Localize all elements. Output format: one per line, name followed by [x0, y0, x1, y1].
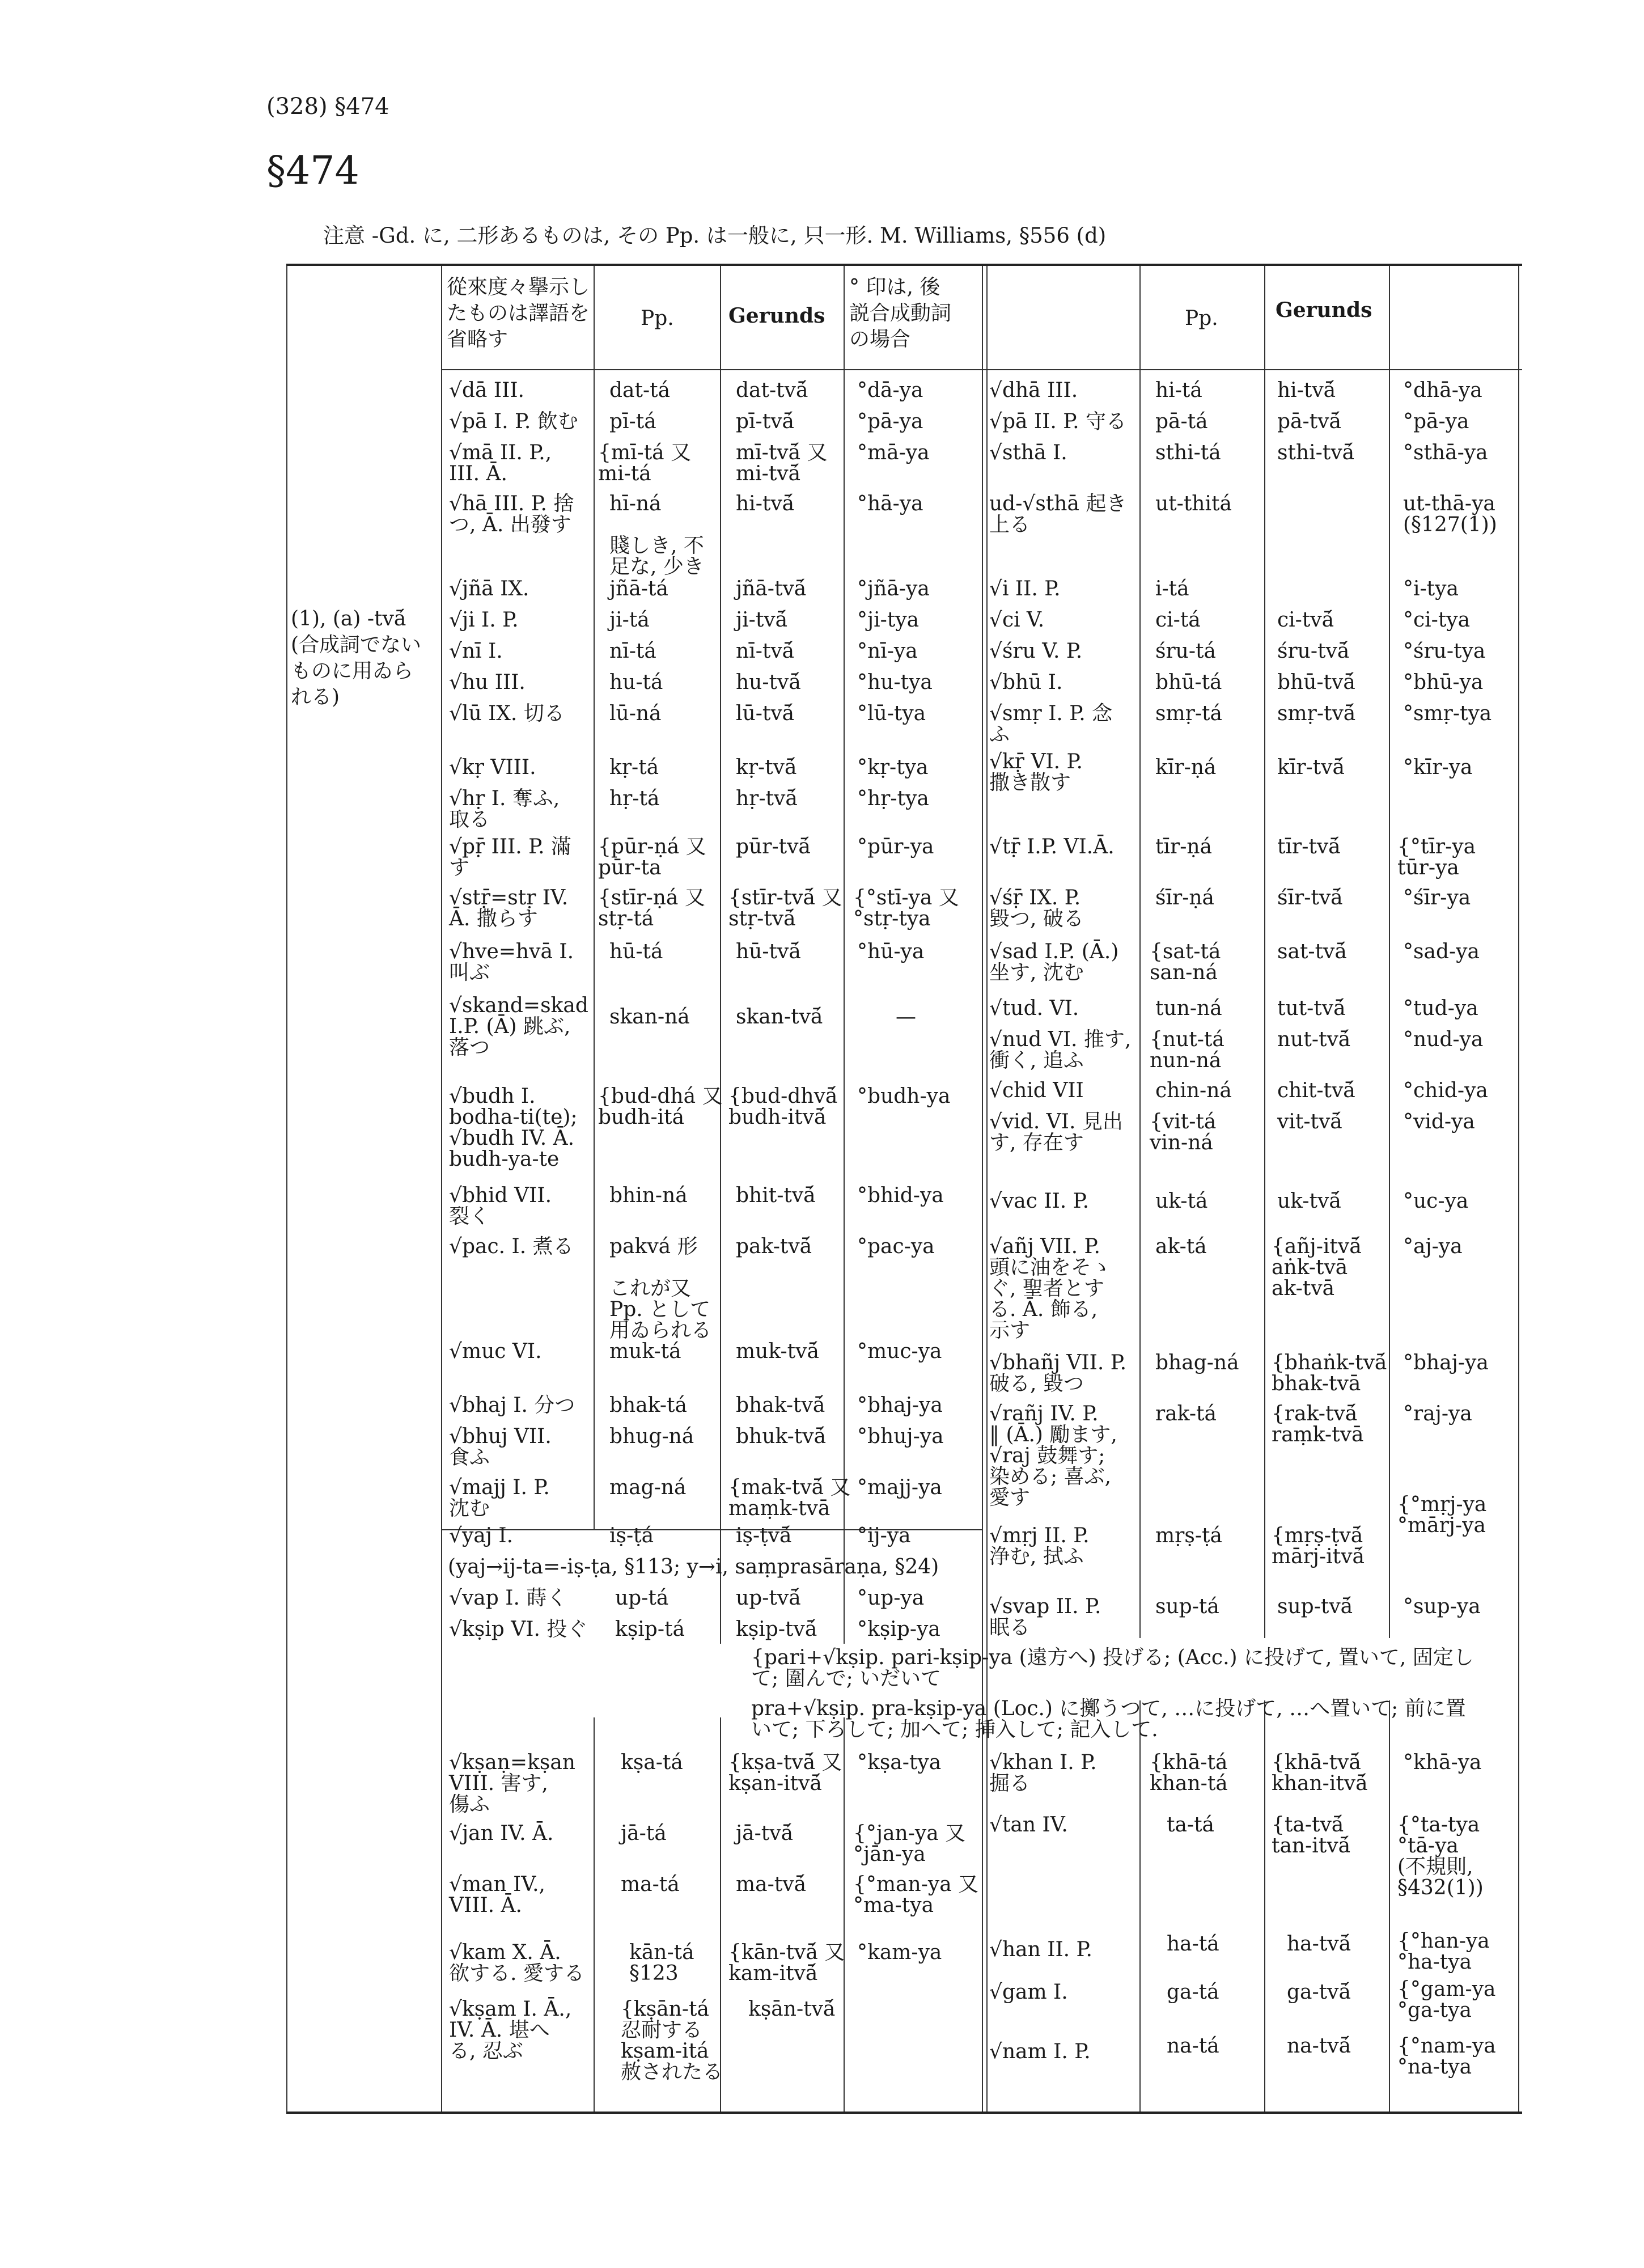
table-cell: dat-tvā́: [736, 379, 808, 402]
table-cell: {ta-tvā́ tan-itvā́: [1272, 1813, 1351, 1857]
table-cell: up-tá: [615, 1586, 669, 1610]
table-cell: √kṝ VI. P. 撒き散す: [989, 750, 1083, 794]
table-cell: °kam-ya: [857, 1941, 942, 1964]
table-cell: {°stī-ya 又 °stṛ-tya: [853, 886, 959, 930]
table-cell: na-tvā́: [1287, 2034, 1351, 2058]
table-cell: up-tvā́: [736, 1586, 801, 1610]
table-cell: °bhaj-ya: [857, 1394, 943, 1417]
table-cell: hi-tvā́: [1277, 379, 1336, 402]
table-cell: °sad-ya: [1403, 940, 1480, 963]
table-cell: sup-tá: [1155, 1595, 1219, 1618]
table-cell: °aj-ya: [1403, 1235, 1463, 1258]
table-cell: √dā III.: [449, 379, 524, 402]
table-cell: {kṣān-tá 忍耐する kṣam-itá 赦されたる: [621, 1998, 723, 2084]
table-cell: √vac II. P.: [989, 1190, 1090, 1213]
table-cell: √lū IX. 切る: [449, 702, 565, 725]
table-cell: chin-ná: [1155, 1079, 1232, 1102]
table-cell: sthi-tvā́: [1277, 441, 1355, 464]
table-cell: pūr-tvā́: [736, 835, 811, 858]
table-cell: √śru V. P.: [989, 640, 1083, 663]
table-cell: pī-tvā́: [736, 410, 794, 433]
table-cell: ji-tvā́: [736, 608, 788, 632]
table-cell: rak-tá: [1155, 1402, 1217, 1425]
table-cell: √pā I. P. 飲む: [449, 410, 578, 433]
table-cell: jñā-tá: [609, 577, 668, 600]
col-divider-right-compound: [1389, 266, 1390, 1638]
table-cell: °dā-ya: [857, 379, 923, 402]
table-cell: √bhid VII. 裂く: [449, 1184, 552, 1228]
table-cell: bhak-tvā́: [736, 1394, 825, 1417]
table-border-right: [1518, 266, 1519, 2112]
header-compound-note: ° 印は, 後 説合成動詞 の場合: [849, 276, 952, 351]
table-cell: {°jan-ya 又 °jān-ya: [853, 1822, 966, 1866]
table-cell: √pṝ III. P. 滿 す: [449, 835, 572, 879]
table-cell: pakvá 形 これが又 Pp. として 用ゐられる: [609, 1235, 712, 1342]
table-cell: √smṛ I. P. 念 ふ: [989, 702, 1113, 746]
table-cell: hū-tá: [609, 940, 663, 963]
table-cell: hṛ-tvā́: [736, 787, 798, 810]
table-cell: hī-ná 賤しき, 不 足な, 少き: [609, 492, 704, 578]
table-cell: nī-tá: [609, 640, 656, 663]
table-cell: hu-tvā́: [736, 671, 801, 694]
table-cell: °vid-ya: [1403, 1110, 1475, 1133]
table-cell: bhū-tvā́: [1277, 671, 1355, 694]
table-cell: √man IV., VIII. Ā.: [449, 1873, 545, 1917]
col-divider-right-pp-lower: [1139, 1700, 1141, 2112]
table-cell: √ci V.: [989, 608, 1045, 632]
table-cell: pā-tá: [1155, 410, 1208, 433]
table-cell: √i II. P.: [989, 577, 1061, 600]
table-cell: √kṣip VI. 投ぐ: [449, 1618, 588, 1641]
table-cell: {bud-dhvā́ budh-itvā́: [728, 1085, 838, 1129]
table-cell: °lū-tya: [857, 702, 926, 725]
table-cell: °kṣip-ya: [857, 1618, 940, 1641]
table-cell: °smṛ-tya: [1403, 702, 1492, 725]
table-cell: √añj VII. P. 頭に油をそゝ ぐ, 聖者とす る. Ā. 飾る, 示す: [989, 1235, 1112, 1342]
table-cell: ud-√sthā 起き 上る: [989, 492, 1127, 536]
table-cell: {°man-ya 又 °ma-tya: [853, 1873, 979, 1917]
table-cell: pra+√kṣip. pra-kṣip-ya (Loc.) に擲うつて, …に投げて, …へ置いて; 前に置 いて; 下ろして; 加へて; 挿入して; 記入して.: [751, 1697, 1466, 1741]
table-cell: iṣ-ṭvā́: [736, 1524, 792, 1547]
table-cell: ma-tvā́: [736, 1873, 807, 1896]
table-cell: ha-tvā́: [1287, 1932, 1351, 1956]
table-cell: jñā-tvā́: [736, 577, 807, 600]
table-cell: °pā-ya: [857, 410, 923, 433]
table-cell: ma-tá: [621, 1873, 680, 1896]
table-cell: iṣ-ṭá: [609, 1524, 654, 1547]
table-cell: √han II. P.: [989, 1938, 1092, 1961]
table-cell: ci-tvā́: [1277, 608, 1334, 632]
table-cell: {mak-tvā́ 又 maṃk-tvā: [728, 1476, 851, 1520]
table-cell: √majj I. P. 沈む: [449, 1476, 550, 1520]
table-cell: √chid VII: [989, 1079, 1084, 1102]
table-cell: °pūr-ya: [857, 835, 934, 858]
table-cell: °up-ya: [857, 1586, 925, 1610]
table-cell: °śīr-ya: [1403, 886, 1471, 909]
table-cell: tīr-tvā́: [1277, 835, 1341, 858]
table-cell: √hu III.: [449, 671, 526, 694]
col-divider-gerunds: [720, 266, 721, 1644]
table-cell: nut-tvā́: [1277, 1028, 1351, 1051]
table-cell: √śṝ IX. P. 毀つ, 破る: [989, 886, 1084, 930]
table-cell: √kṣam I. Ā., IV. Ā. 堪へ る, 忍ぶ: [449, 1998, 572, 2063]
table-cell: °hṛ-tya: [857, 787, 929, 810]
table-cell: {mṛṣ-ṭvā́ mārj-itvā́: [1272, 1524, 1365, 1568]
table-cell: tīr-ṇá: [1155, 835, 1213, 858]
table-cell: sat-tvā́: [1277, 940, 1347, 963]
col-divider-right-pp: [1139, 266, 1141, 1638]
table-cell: °bhū-ya: [1403, 671, 1484, 694]
table-cell: vit-tvā́: [1277, 1110, 1342, 1133]
table-cell: °ci-tya: [1403, 608, 1471, 632]
table-cell: √budh I. bodha-ti(te); √budh IV. Ā. budh-ya-te: [449, 1085, 578, 1171]
table-cell: °raj-ya: [1403, 1402, 1472, 1425]
table-cell: √khan I. P. 掘る: [989, 1751, 1097, 1795]
table-cell: chit-tvā́: [1277, 1079, 1355, 1102]
table-cell: bhak-tá: [609, 1394, 687, 1417]
table-cell: °hā-ya: [857, 492, 923, 515]
header-right-pp: Pp.: [1185, 307, 1218, 330]
table-cell: °khā-ya: [1403, 1751, 1482, 1774]
table-cell: —: [896, 1005, 916, 1029]
table-cell: bhug-ná: [609, 1425, 694, 1448]
col-divider-pp: [594, 266, 595, 1529]
table-cell: √jñā IX.: [449, 577, 529, 600]
table-cell: √dhā III.: [989, 379, 1078, 402]
table-cell: °kṣa-tya: [857, 1751, 942, 1774]
table-cell: hi-tvā́: [736, 492, 795, 515]
table-cell: °śru-tya: [1403, 640, 1486, 663]
col-divider-right-gerunds: [1264, 266, 1265, 1638]
table-cell: {khā-tá khan-tá: [1150, 1751, 1228, 1795]
table-cell: √bhaj I. 分つ: [449, 1394, 575, 1417]
table-cell: ak-tá: [1155, 1235, 1207, 1258]
table-cell: na-tá: [1167, 2034, 1219, 2058]
table-cell: kṣa-tá: [621, 1751, 683, 1774]
table-cell: tut-tvā́: [1277, 997, 1346, 1020]
table-cell: √mṛj II. P. 浄む, 拭ふ: [989, 1524, 1090, 1568]
table-cell: jā-tá: [621, 1822, 667, 1845]
table-cell: kṣip-tvā́: [736, 1618, 817, 1641]
table-cell: mī-tvā́ 又 mi-tvā́: [736, 441, 828, 485]
table-cell: {khā-tvā́ khan-itvā́: [1272, 1751, 1368, 1795]
col-divider-right-compound-lower: [1389, 1700, 1390, 2112]
header-rule: [441, 369, 1522, 370]
table-cell: sup-tvā́: [1277, 1595, 1353, 1618]
table-cell: √bhū I.: [989, 671, 1063, 694]
table-cell: °nī-ya: [857, 640, 918, 663]
table-cell: lū-ná: [609, 702, 662, 725]
table-cell: √vid. VI. 見出 す, 存在す: [989, 1110, 1123, 1154]
table-cell: √gam I.: [989, 1981, 1068, 2004]
table-cell: {sat-tá san-ná: [1150, 940, 1221, 984]
table-cell: √bhañj VII. P. 破る, 毀つ: [989, 1351, 1127, 1395]
table-cell: °tud-ya: [1403, 997, 1478, 1020]
table-cell: √nud VI. 推す, 衝く, 追ふ: [989, 1028, 1132, 1072]
col-divider-pp-lower: [594, 1717, 595, 2112]
page-header: (328) §474: [266, 94, 389, 120]
table-cell: °pac-ya: [857, 1235, 935, 1258]
col-divider-double-a: [982, 266, 983, 2112]
table-cell: °nud-ya: [1403, 1028, 1484, 1051]
table-cell: {vit-tá vin-ná: [1150, 1110, 1217, 1154]
table-cell: dat-tá: [609, 379, 671, 402]
table-cell: √yaj I.: [449, 1524, 514, 1547]
table-cell: {nut-tá nun-ná: [1150, 1028, 1224, 1072]
table-cell: √kam X. Ā. 欲する. 愛する: [449, 1941, 584, 1985]
table-cell: {stīr-tvā́ 又 stṛ-tvā́: [728, 886, 842, 930]
table-cell: {°han-ya °ha-tya: [1397, 1930, 1490, 1974]
table-cell: kṛ-tvā́: [736, 756, 797, 779]
table-cell: °bhid-ya: [857, 1184, 944, 1207]
table-cell: √bhuj VII. 食ふ: [449, 1425, 552, 1469]
table-cell: muk-tá: [609, 1340, 681, 1363]
table-cell: {°nam-ya °na-tya: [1397, 2034, 1496, 2079]
table-cell: √tṝ I.P. VI.Ā.: [989, 835, 1115, 858]
table-cell: {añj-itvā́ aṅk-tvā ak-tvā: [1272, 1235, 1362, 1300]
table-border-left: [286, 266, 287, 2112]
table-cell: śru-tvā́: [1277, 640, 1350, 663]
table-cell: śīr-tvā́: [1277, 886, 1343, 909]
table-cell: °mā-ya: [857, 441, 930, 464]
table-cell: √sad I.P. (Ā.) 坐す, 沈む: [989, 940, 1119, 984]
table-cell: ji-tá: [609, 608, 650, 632]
table-cell: °bhuj-ya: [857, 1425, 944, 1448]
header-pp: Pp.: [641, 307, 674, 330]
col-divider-compound-lower: [844, 1717, 845, 2112]
col-divider-right-gerunds-lower: [1264, 1700, 1265, 2112]
table-cell: (yaj→ij-ta=-iṣ-ṭa, §113; y→i, saṃprasāraṇa, §24): [448, 1555, 939, 1579]
table-cell: √vap I. 蒔く: [449, 1586, 567, 1610]
table-cell: i-tá: [1155, 577, 1189, 600]
table-cell: √nī I.: [449, 640, 503, 663]
table-cell: hṛ-tá: [609, 787, 660, 810]
table-cell: √pā II. P. 守る: [989, 410, 1127, 433]
table-cell: °jñā-ya: [857, 577, 930, 600]
table-cell: √svap II. P. 眠る: [989, 1595, 1101, 1639]
table-cell: °hū-ya: [857, 940, 925, 963]
table-cell: √tan IV.: [989, 1813, 1068, 1837]
table-cell: {pari+√kṣip. pari-kṣip-ya (遠方へ) 投げる; (Acc.) に投げて, 置いて, 固定し て; 圍んで; いだいて: [751, 1646, 1474, 1690]
table-cell: kṛ-tá: [609, 756, 659, 779]
table-cell: °muc-ya: [857, 1340, 942, 1363]
table-cell: {stīr-ṇá 又 stṛ-tá: [598, 886, 705, 930]
col-divider-double-b: [986, 266, 988, 2112]
table-cell: √hve=hvā I. 叫ぶ: [449, 940, 574, 984]
table-cell: sthi-tá: [1155, 441, 1221, 464]
table-cell: °uc-ya: [1403, 1190, 1469, 1213]
table-cell: {pūr-ṇá 又 pūr-ta: [598, 835, 706, 879]
table-cell: °majj-ya: [857, 1476, 942, 1499]
table-cell: {bhaṅk-tvā́ bhak-tvā: [1272, 1351, 1387, 1395]
table-cell: bhit-tvā́: [736, 1184, 816, 1207]
table-cell: {°gam-ya °ga-tya: [1397, 1978, 1496, 2022]
table-cell: √tud. VI.: [989, 997, 1079, 1020]
table-cell: {bud-dhá 又 budh-itá: [598, 1085, 723, 1129]
table-cell: √kṣaṇ=kṣan VIII. 害す, 傷ふ: [449, 1751, 575, 1816]
table-cell: °sthā-ya: [1403, 441, 1488, 464]
table-cell: {kṣa-tvā́ 又 kṣan-itvā́: [728, 1751, 842, 1795]
table-cell: hi-tá: [1155, 379, 1202, 402]
table-cell: {mī-tá 又 mi-tá: [598, 441, 692, 485]
table-cell: kīr-ṇá: [1155, 756, 1217, 779]
table-cell: {kān-tvā́ 又 kam-itvā́: [728, 1941, 845, 1985]
table-cell: {°ta-tya °tā-ya (不規則, §432(1)): [1397, 1813, 1484, 1899]
table-cell: skan-tvā́: [736, 1005, 823, 1029]
table-cell: √pac. I. 煮る: [449, 1235, 574, 1258]
table-cell: kīr-tvā́: [1277, 756, 1345, 779]
table-cell: kṣip-tá: [615, 1618, 685, 1641]
section-title: §474: [266, 149, 359, 193]
table-cell: hu-tá: [609, 671, 663, 694]
table-cell: √sthā I.: [989, 441, 1067, 464]
table-cell: √jan IV. Ā.: [449, 1822, 554, 1845]
table-cell: pī-tá: [609, 410, 656, 433]
header-gerunds: Gerunds: [728, 304, 825, 328]
table-cell: √ji I. P.: [449, 608, 519, 632]
table-cell: śīr-ṇá: [1155, 886, 1215, 909]
table-cell: √kṛ VIII.: [449, 756, 536, 779]
table-cell: °i-tya: [1403, 577, 1459, 600]
table-cell: tun-ná: [1155, 997, 1222, 1020]
table-cell: °kīr-ya: [1403, 756, 1473, 779]
table-cell: √skand=skad I.P. (Ā) 跳ぶ, 落つ: [449, 994, 588, 1059]
table-cell: √rañj IV. P. ‖ (Ā.) 勵ます, √raj 鼓舞す; 染める; 喜ぶ, 愛す: [989, 1402, 1117, 1509]
table-cell: °ji-tya: [857, 608, 920, 632]
table-cell: {rak-tvā́ raṃk-tvā: [1272, 1402, 1364, 1446]
table-cell: {°tīr-ya tūr-ya: [1397, 835, 1476, 879]
table-cell: °ij-ya: [857, 1524, 911, 1547]
table-cell: √hā III. P. 捨 つ, Ā. 出發す: [449, 492, 574, 536]
table-cell: śru-tá: [1155, 640, 1216, 663]
table-cell: skan-ná: [609, 1005, 690, 1029]
col-divider-compound: [844, 266, 845, 1644]
table-cell: smṛ-tá: [1155, 702, 1222, 725]
table-cell: °dhā-ya: [1403, 379, 1482, 402]
table-cell: uk-tá: [1155, 1190, 1208, 1213]
table-cell: nī-tvā́: [736, 640, 795, 663]
table-cell: bhū-tá: [1155, 671, 1222, 694]
table-cell: °kṛ-tya: [857, 756, 929, 779]
table-cell: ut-thā-ya (§127(1)): [1403, 492, 1497, 536]
table-cell: {°mṛj-ya °mārj-ya: [1397, 1493, 1487, 1537]
table-cell: pak-tvā́: [736, 1235, 812, 1258]
table-cell: √mā II. P., III. Ā.: [449, 441, 552, 485]
table-cell: ci-tá: [1155, 608, 1201, 632]
table-cell: mṛṣ-ṭá: [1155, 1524, 1222, 1547]
table-cell: ga-tvā́: [1287, 1981, 1351, 2004]
table-cell: lū-tvā́: [736, 702, 795, 725]
row-group-label: (1), (a) -tvā́ (合成詞でない ものに用ゐら れる): [291, 607, 422, 709]
table-cell: muk-tvā́: [736, 1340, 819, 1363]
table-cell: bhin-ná: [609, 1184, 688, 1207]
table-cell: uk-tvā́: [1277, 1190, 1341, 1213]
note-line: 注意 -Gd. に, 二形あるものは, その Pp. は一般に, 只一形. M. Williams, §556 (d): [323, 223, 1107, 248]
table-cell: smṛ-tvā́: [1277, 702, 1356, 725]
table-cell: √muc VI.: [449, 1340, 542, 1363]
table-cell: ta-tá: [1167, 1813, 1215, 1837]
table-cell: ga-tá: [1167, 1981, 1219, 2004]
header-right-gerunds: Gerunds: [1276, 298, 1372, 322]
header-left-root: 從來度々擧示し たものは譯語を 省略す: [447, 276, 590, 351]
table-cell: mag-ná: [609, 1476, 687, 1499]
table-cell: jā-tvā́: [736, 1822, 794, 1845]
table-cell: °hu-tya: [857, 671, 933, 694]
table-cell: kān-tá §123: [629, 1941, 694, 1985]
table-cell: kṣān-tvā́: [748, 1998, 836, 2021]
table-cell: bhag-ná: [1155, 1351, 1239, 1374]
table-cell: √nam I. P.: [989, 2040, 1091, 2063]
table-cell: pā-tvā́: [1277, 410, 1341, 433]
table-cell: °chid-ya: [1403, 1079, 1488, 1102]
table-cell: √hṛ I. 奪ふ, 取る: [449, 787, 560, 831]
table-cell: bhuk-tvā́: [736, 1425, 827, 1448]
table-cell: ha-tá: [1167, 1932, 1219, 1956]
table-cell: °bhaj-ya: [1403, 1351, 1489, 1374]
table-cell: hū-tvā́: [736, 940, 801, 963]
col-divider: [441, 266, 442, 2112]
table-cell: °budh-ya: [857, 1085, 951, 1108]
table-cell: √stṝ=stṛ IV. Ā. 撒らす: [449, 886, 569, 930]
table-cell: °sup-ya: [1403, 1595, 1481, 1618]
table-cell: °pā-ya: [1403, 410, 1469, 433]
table-cell: ut-thitá: [1155, 492, 1232, 515]
